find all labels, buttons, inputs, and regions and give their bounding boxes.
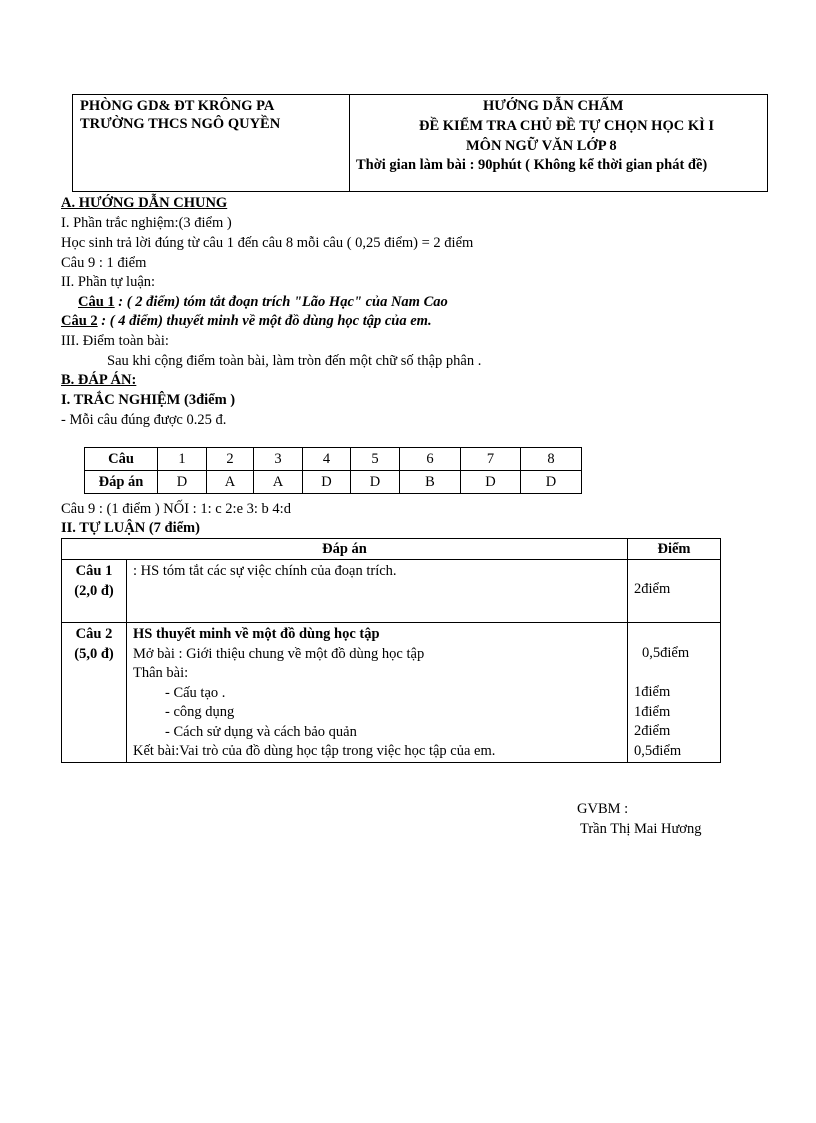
question-number: 5	[351, 448, 400, 471]
question-number: 7	[461, 448, 521, 471]
answer-cell: B	[400, 471, 461, 494]
row-label-cau: Câu	[85, 448, 158, 471]
table-row	[62, 560, 721, 623]
q2-score-cell	[628, 623, 721, 763]
signature-role: GVBM :	[577, 801, 629, 817]
q2-cell	[62, 623, 127, 763]
q2-score: 1điểm	[634, 703, 671, 720]
cau2-requirement	[61, 312, 432, 330]
q1-score: 2điểm	[634, 581, 671, 597]
essay-heading: II. TỰ LUẬN (7 điểm)	[61, 520, 200, 536]
cau9-matching: Câu 9 : (1 điểm ) NỐI : 1: c 2:e 3: b 4:d	[61, 501, 291, 517]
time-limit: Thời gian làm bài : 90phút ( Không kể thời gian phát đề)	[356, 157, 708, 173]
question-number: 4	[303, 448, 351, 471]
cau1-label: Câu 1	[78, 294, 115, 310]
department-name: PHÒNG GD& ĐT KRÔNG PA	[80, 98, 275, 114]
answer-cell: D	[461, 471, 521, 494]
header-answer: Đáp án	[62, 539, 628, 560]
essay-table	[61, 538, 721, 763]
exam-title: ĐỀ KIỂM TRA CHỦ ĐỀ TỰ CHỌN HỌC KÌ I	[419, 118, 715, 134]
q2-title: HS thuyết minh về một đồ dùng học tập	[133, 626, 380, 642]
question-number: 8	[521, 448, 582, 471]
section-b-title: B. ĐÁP ÁN:	[61, 372, 137, 388]
row-label-dap-an: Đáp án	[85, 471, 158, 494]
cau1-text: : ( 2 điểm) tóm tắt đoạn trích "Lão Hạc" của Nam Cao	[114, 294, 448, 310]
part1-detail: Học sinh trả lời đúng từ câu 1 đến câu 8 mỗi câu ( 0,25 điểm) = 2 điểm	[61, 235, 474, 251]
cau2-text: : ( 4 điểm) thuyết minh về một đồ dùng học tập của em.	[97, 313, 432, 329]
question-number: 6	[400, 448, 461, 471]
q2-score: 2điểm	[634, 723, 671, 739]
cau1-requirement	[78, 293, 448, 311]
q2-conclusion: Kết bài:Vai trò của đồ dùng học tập trong việc học tập của em.	[133, 743, 496, 759]
q2-points: (5,0 đ)	[74, 645, 114, 662]
q2-score: 0,5điểm	[642, 645, 690, 661]
answer-cell: A	[207, 471, 254, 494]
doc-title: HƯỚNG DẪN CHẤM	[483, 98, 624, 114]
q1-score-cell	[628, 560, 721, 623]
cau2-label: Câu 2	[61, 313, 98, 329]
answer-cell: D	[521, 471, 582, 494]
table-row	[62, 623, 721, 763]
q1-label: Câu 1	[75, 563, 113, 579]
cau9-score: Câu 9 : 1 điểm	[61, 255, 147, 271]
table-row	[62, 539, 721, 560]
q2-item: - Cấu tạo .	[165, 684, 226, 701]
question-number: 2	[207, 448, 254, 471]
answer-cell: A	[254, 471, 303, 494]
school-name: TRƯỜNG THCS NGÔ QUYỀN	[80, 116, 281, 132]
multiple-choice-note: - Mỗi câu đúng được 0.25 đ.	[61, 412, 227, 428]
answer-cell: D	[303, 471, 351, 494]
q2-item: - Cách sử dụng và cách bảo quản	[165, 723, 357, 740]
q2-answer-cell	[127, 623, 628, 763]
question-number: 3	[254, 448, 303, 471]
q2-body: Thân bài:	[133, 665, 189, 681]
answer-table	[84, 447, 582, 494]
answer-cell: D	[158, 471, 207, 494]
q2-intro: Mở bài : Giới thiệu chung về một đồ dùng học tập	[133, 645, 425, 662]
multiple-choice-heading: I. TRẮC NGHIỆM (3điểm )	[61, 392, 236, 408]
q1-points: (2,0 đ)	[74, 582, 114, 599]
header-box	[72, 94, 768, 192]
header-divider	[349, 95, 350, 191]
answer-cell: D	[351, 471, 400, 494]
part1-heading: I. Phần trắc nghiệm:(3 điểm )	[61, 215, 232, 231]
header-score: Điểm	[628, 539, 721, 560]
q1-answer: : HS tóm tắt các sự việc chính của đoạn trích.	[133, 563, 397, 579]
question-number: 1	[158, 448, 207, 471]
subject-title: MÔN NGỮ VĂN LỚP 8	[466, 138, 617, 154]
part2-heading: II. Phần tự luận:	[61, 274, 156, 290]
table-row	[85, 448, 582, 471]
part3-heading: III. Điểm toàn bài:	[61, 333, 169, 349]
section-a-title: A. HƯỚNG DẪN CHUNG	[61, 195, 228, 211]
q1-cell	[62, 560, 127, 623]
part3-detail: Sau khi cộng điểm toàn bài, làm tròn đến một chữ số thập phân .	[107, 353, 482, 369]
q2-score: 1điểm	[634, 684, 671, 700]
q2-score: 0,5điểm	[634, 742, 682, 759]
q2-item: - công dụng	[165, 704, 235, 720]
table-row	[85, 471, 582, 494]
q1-answer-cell	[127, 560, 628, 623]
q2-label: Câu 2	[75, 626, 113, 642]
signature-name: Trần Thị Mai Hương	[580, 821, 702, 837]
